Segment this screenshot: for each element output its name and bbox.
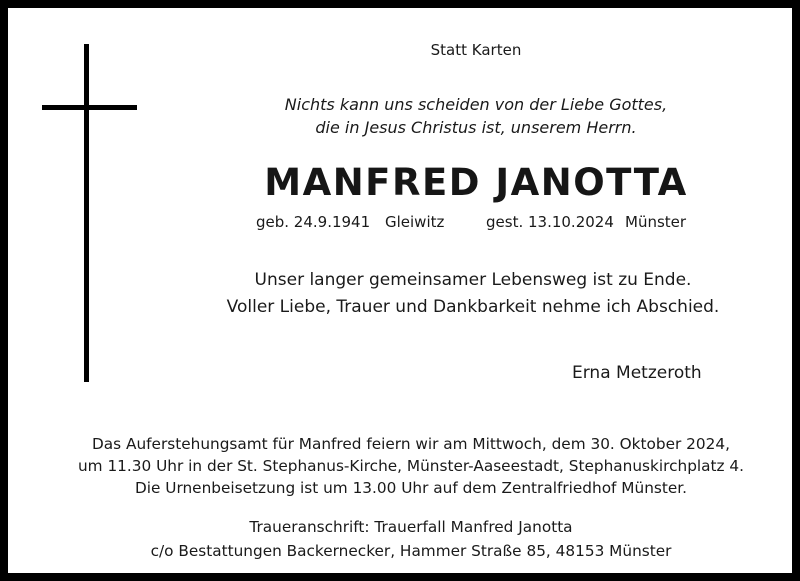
service-line-3: Die Urnenbeisetzung ist um 13.00 Uhr auf dem Zentralfriedhof Münster. <box>134 479 688 497</box>
cross-icon-bar <box>42 105 137 110</box>
service-line-1: Das Auferstehungsamt für Manfred feiern wir am Mittwoch, dem 30. Oktober 2024, <box>92 435 730 453</box>
birth-place: Gleiwitz <box>385 213 445 231</box>
header-title: Statt Karten <box>430 41 522 59</box>
verse-line-1: Nichts kann uns scheiden von der Liebe Gottes, <box>284 95 668 114</box>
address-line-1: Traueranschrift: Trauerfall Manfred Janotta <box>249 518 573 536</box>
verse-line-2: die in Jesus Christus ist, unserem Herrn. <box>315 118 637 137</box>
birth-date: geb. 24.9.1941 <box>256 213 371 231</box>
deceased-name: MANFRED JANOTTA <box>264 161 688 204</box>
signature: Erna Metzeroth <box>572 363 702 383</box>
death-date: gest. 13.10.2024 <box>486 213 614 231</box>
message-line-2: Voller Liebe, Trauer und Dankbarkeit nehme ich Abschied. <box>226 297 720 317</box>
message-line-1: Unser langer gemeinsamer Lebensweg ist zu Ende. <box>254 270 692 290</box>
death-place: Münster <box>625 213 687 231</box>
address-line-2: c/o Bestattungen Backernecker, Hammer Straße 85, 48153 Münster <box>150 542 672 560</box>
cross-icon <box>84 44 89 382</box>
service-line-2: um 11.30 Uhr in der St. Stephanus-Kirche, Münster-Aaseestadt, Stephanuskirchplatz 4. <box>77 457 745 475</box>
